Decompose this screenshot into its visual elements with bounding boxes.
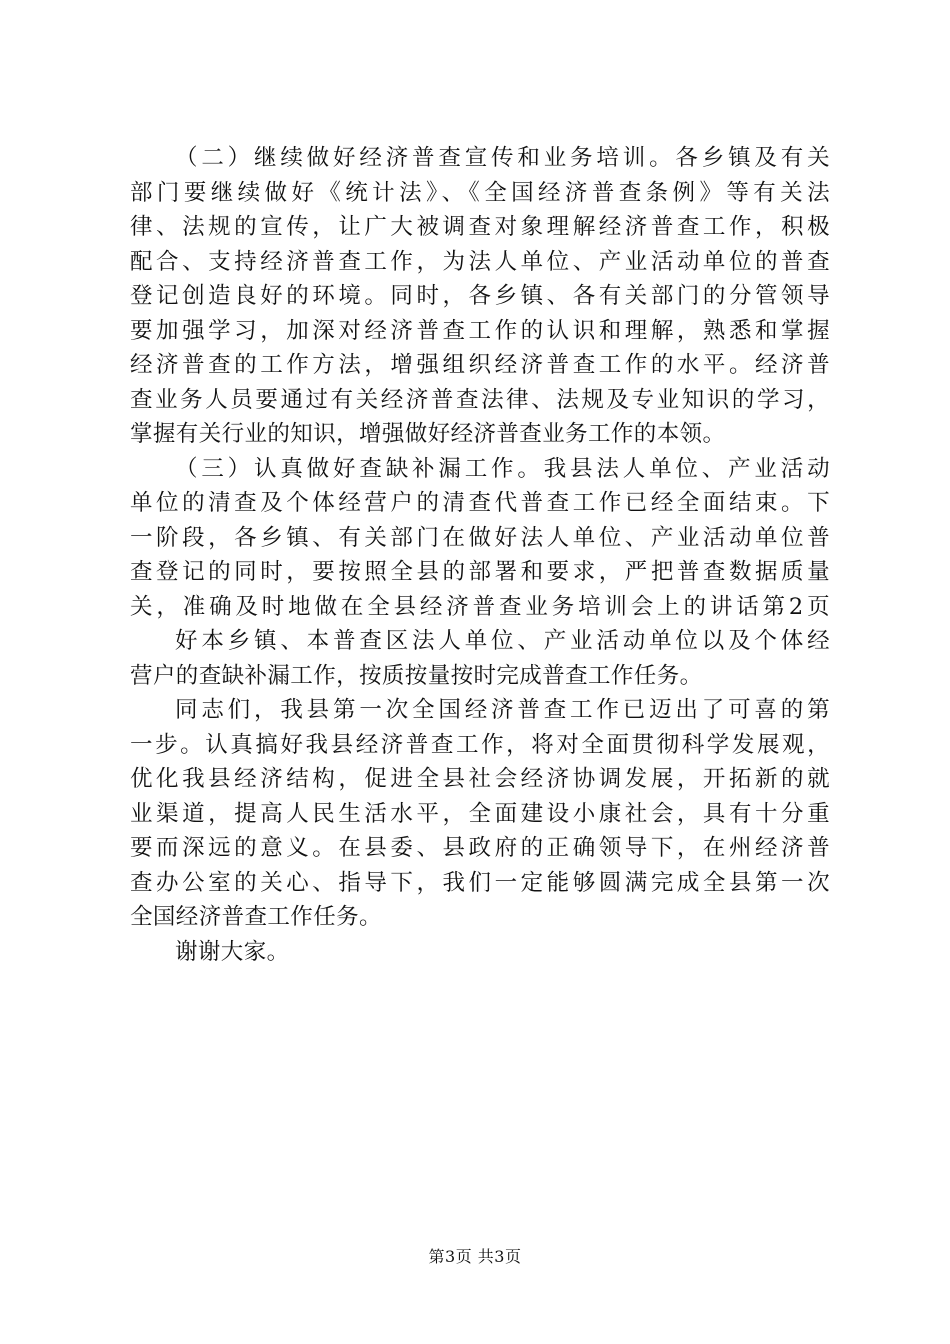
- text-line: 营户的查缺补漏工作，按质按量按时完成普查工作任务。: [130, 662, 703, 689]
- text-line: 业渠道，提高人民生活水平，全面建设小康社会，具有十分重: [130, 800, 830, 827]
- text-line: 登记创造良好的环境。同时，各乡镇、各有关部门的分管领导: [130, 283, 830, 309]
- text-line: 关，准确及时地做在全县经济普查业务培训会上的讲话第2页: [130, 593, 830, 620]
- text-line: 好本乡镇、本普查区法人单位、产业活动单位以及个体经: [175, 628, 830, 654]
- text-line: 经济普查的工作方法，增强组织经济普查工作的水平。经济普: [130, 352, 830, 378]
- text-line: 掌握有关行业的知识，增强做好经济普查业务工作的本领。: [130, 421, 726, 447]
- text-line: 查业务人员要通过有关经济普查法律、法规及专业知识的学习，: [130, 386, 830, 413]
- text-line: 优化我县经济结构，促进全县社会经济协调发展，开拓新的就: [130, 766, 830, 792]
- text-line: 配合、支持经济普查工作，为法人单位、产业活动单位的普查: [130, 248, 830, 275]
- document-body: [130, 141, 830, 969]
- text-line: （三）认真做好查缺补漏工作。我县法人单位、产业活动: [175, 455, 830, 482]
- text-line: 单位的清查及个体经营户的清查代普查工作已经全面结束。下: [130, 490, 830, 516]
- text-line: 谢谢大家。: [175, 938, 290, 965]
- text-line: 律、法规的宣传，让广大被调查对象理解经济普查工作，积极: [130, 214, 830, 240]
- text-line: 查办公室的关心、指导下，我们一定能够圆满完成全县第一次: [130, 869, 830, 896]
- text-line: 全国经济普查工作任务。: [130, 904, 382, 930]
- text-line: （二）继续做好经济普查宣传和业务培训。各乡镇及有关: [175, 145, 830, 171]
- text-line: 部门要继续做好《统计法》、《全国经济普查条例》等有关法: [130, 179, 830, 206]
- text-line: 要而深远的意义。在县委、县政府的正确领导下，在州经济普: [130, 835, 830, 861]
- text-line: 一阶段，各乡镇、有关部门在做好法人单位、产业活动单位普: [130, 524, 830, 551]
- text-line: 同志们，我县第一次全国经济普查工作已迈出了可喜的第: [175, 697, 830, 723]
- page-footer: 第3页 共3页: [428, 1247, 522, 1266]
- text-line: 一步。认真搞好我县经济普查工作，将对全面贯彻科学发展观，: [130, 731, 830, 758]
- text-line: 要加强学习，加深对经济普查工作的认识和理解，熟悉和掌握: [130, 317, 830, 344]
- text-line: 查登记的同时，要按照全县的部署和要求，严把普查数据质量: [130, 559, 830, 585]
